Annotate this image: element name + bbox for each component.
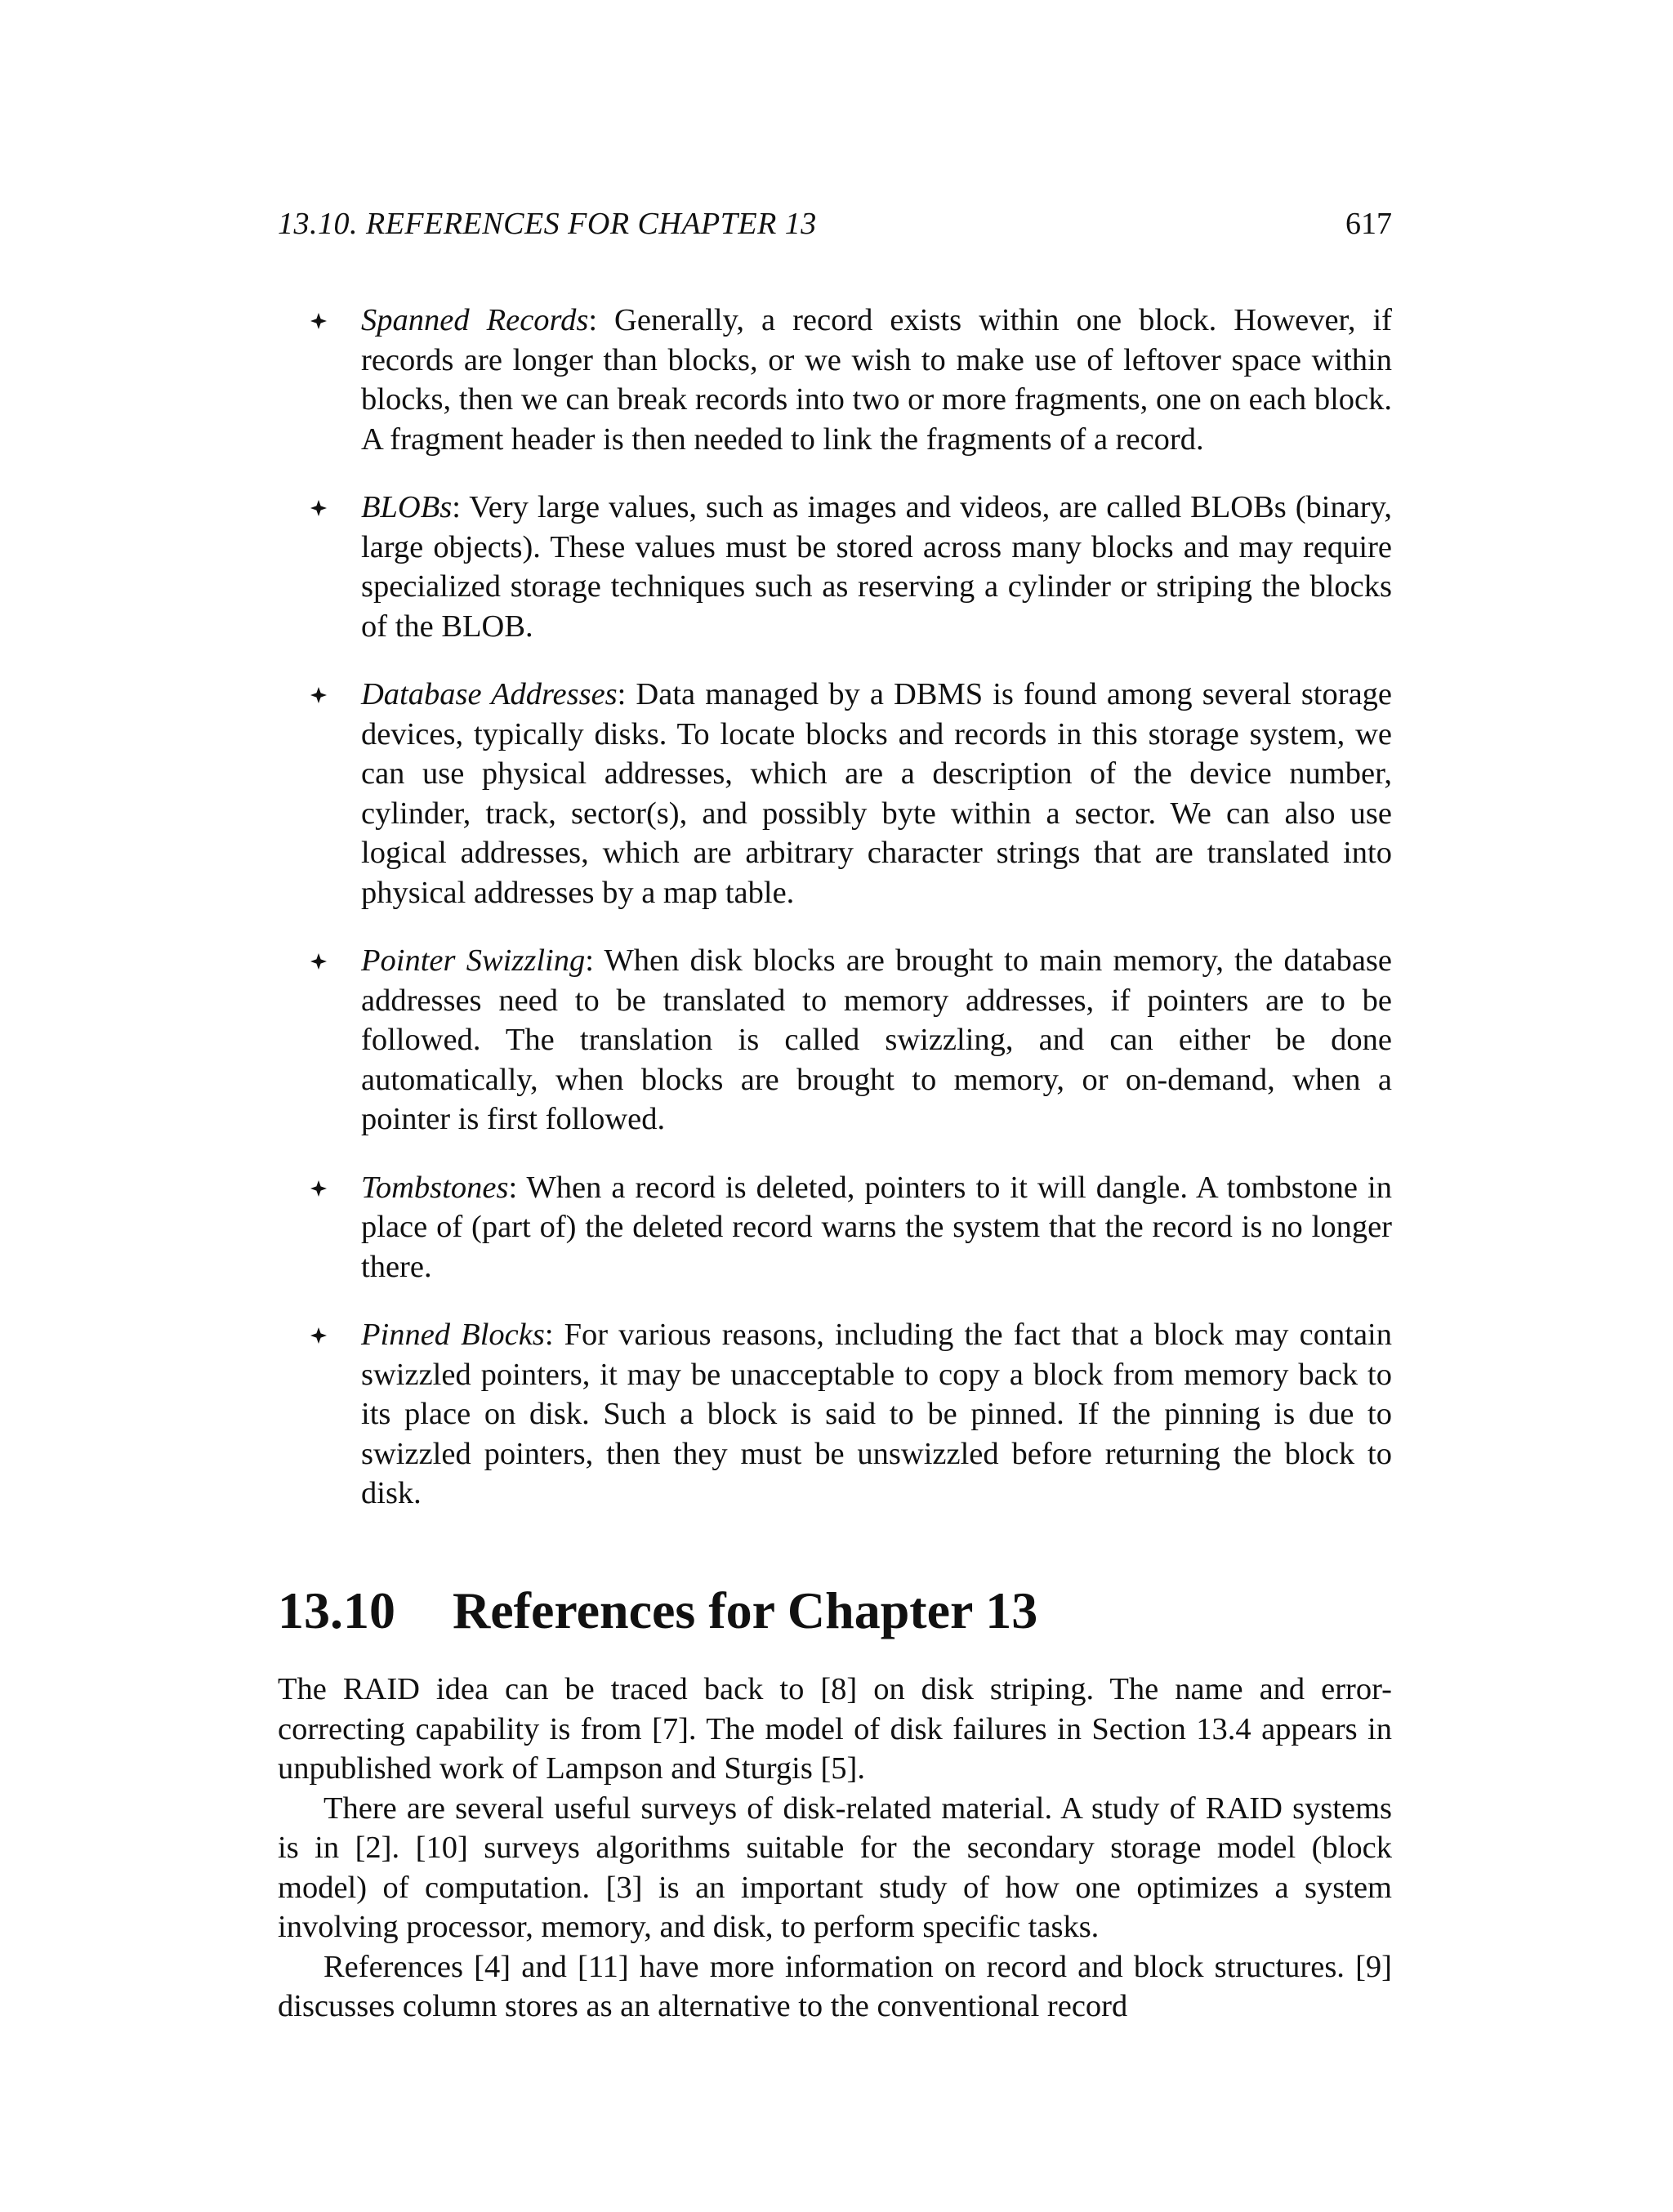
references-body bbox=[278, 1670, 1392, 2027]
section-title: References for Chapter 13 bbox=[453, 1581, 1038, 1639]
bullet-item-database-addresses bbox=[278, 675, 1392, 912]
four-point-star-icon bbox=[310, 313, 327, 329]
bullet-term: Pinned Blocks bbox=[361, 1318, 545, 1352]
bullet-text: : For various reasons, including the fact that a block may contain swizzled pointers, it may be unacceptable to copy a block from memory back to its place on disk. Such a block is said to be pinned. If the pinning is due to swizzled pointers, then they must be unswizzled before returning the block to disk. bbox=[361, 1318, 1392, 1510]
bullet-term: Spanned Records bbox=[361, 303, 589, 337]
section-number: 13.10 bbox=[278, 1581, 395, 1639]
bullet-term: BLOBs bbox=[361, 490, 453, 524]
bullet-text: : Data managed by a DBMS is found among several storage devices, typically disks. To locate blocks and records in this storage system, we can use physical addresses, which are a description of the device number, cylinder, track, sector(s), and possibly byte within a sector. We can also use logical addresses, which are arbitrary character strings that are translated into physical addresses by a map table. bbox=[361, 677, 1392, 910]
bullet-item-spanned-records bbox=[278, 301, 1392, 459]
body-paragraph: References [4] and [11] have more information on record and block structures. [9] discusses column stores as an alternative to the conventional record bbox=[278, 1949, 1392, 2023]
bullet-term: Tombstones bbox=[361, 1170, 509, 1205]
body-paragraph: The RAID idea can be traced back to [8] on disk striping. The name and error-correcting capability is from [7]. The model of disk failures in Section 13.4 appears in unpublished work of Lampson and Sturgis [5]. bbox=[278, 1672, 1392, 1786]
bullet-item-blobs bbox=[278, 488, 1392, 646]
bullet-item-pinned-blocks bbox=[278, 1315, 1392, 1514]
bullet-text: : When a record is deleted, pointers to it will dangle. A tombstone in place of (part of) the deleted record warns the system that the record is no longer there. bbox=[361, 1170, 1392, 1284]
four-point-star-icon bbox=[310, 1180, 327, 1197]
bullet-text: : Generally, a record exists within one block. However, if records are longer than blocks, or we wish to make use of leftover space within blocks, then we can break records into two or more fragments, one on each block. A fragment header is then needed to link the fragments of a record. bbox=[361, 303, 1392, 457]
four-point-star-icon bbox=[310, 687, 327, 703]
four-point-star-icon bbox=[310, 953, 327, 970]
running-head-title: 13.10. REFERENCES FOR CHAPTER 13 bbox=[278, 207, 817, 241]
bullet-item-pointer-swizzling bbox=[278, 941, 1392, 1139]
four-point-star-icon bbox=[310, 500, 327, 516]
running-head bbox=[278, 206, 1392, 252]
bullet-item-tombstones bbox=[278, 1168, 1392, 1287]
summary-bullet-list bbox=[278, 301, 1392, 1542]
bullet-term: Database Addresses bbox=[361, 677, 618, 711]
bullet-text: : Very large values, such as images and videos, are called BLOBs (binary, large objects). These values must be stored across many blocks and may require specialized storage techniques such as reserving a cylinder or striping the blocks of the BLOB. bbox=[361, 490, 1392, 644]
bullet-term: Pointer Swizzling bbox=[361, 943, 586, 978]
section-heading bbox=[278, 1580, 1037, 1642]
bullet-text: : When disk blocks are brought to main memory, the database addresses need to be translated to memory addresses, if pointers are to be followed. The translation is called swizzling, and can either be done automatically, when blocks are brought to memory, or on-demand, when a pointer is first followed. bbox=[361, 943, 1392, 1136]
body-paragraph: There are several useful surveys of disk-related material. A study of RAID systems is in [2]. [10] surveys algorithms suitable for the secondary storage model (block model) of computation. [3] is an important study of how one optimizes a system involving processor, memory, and disk, to perform specific tasks. bbox=[278, 1791, 1392, 1944]
page-number: 617 bbox=[1345, 207, 1392, 241]
four-point-star-icon bbox=[310, 1327, 327, 1344]
